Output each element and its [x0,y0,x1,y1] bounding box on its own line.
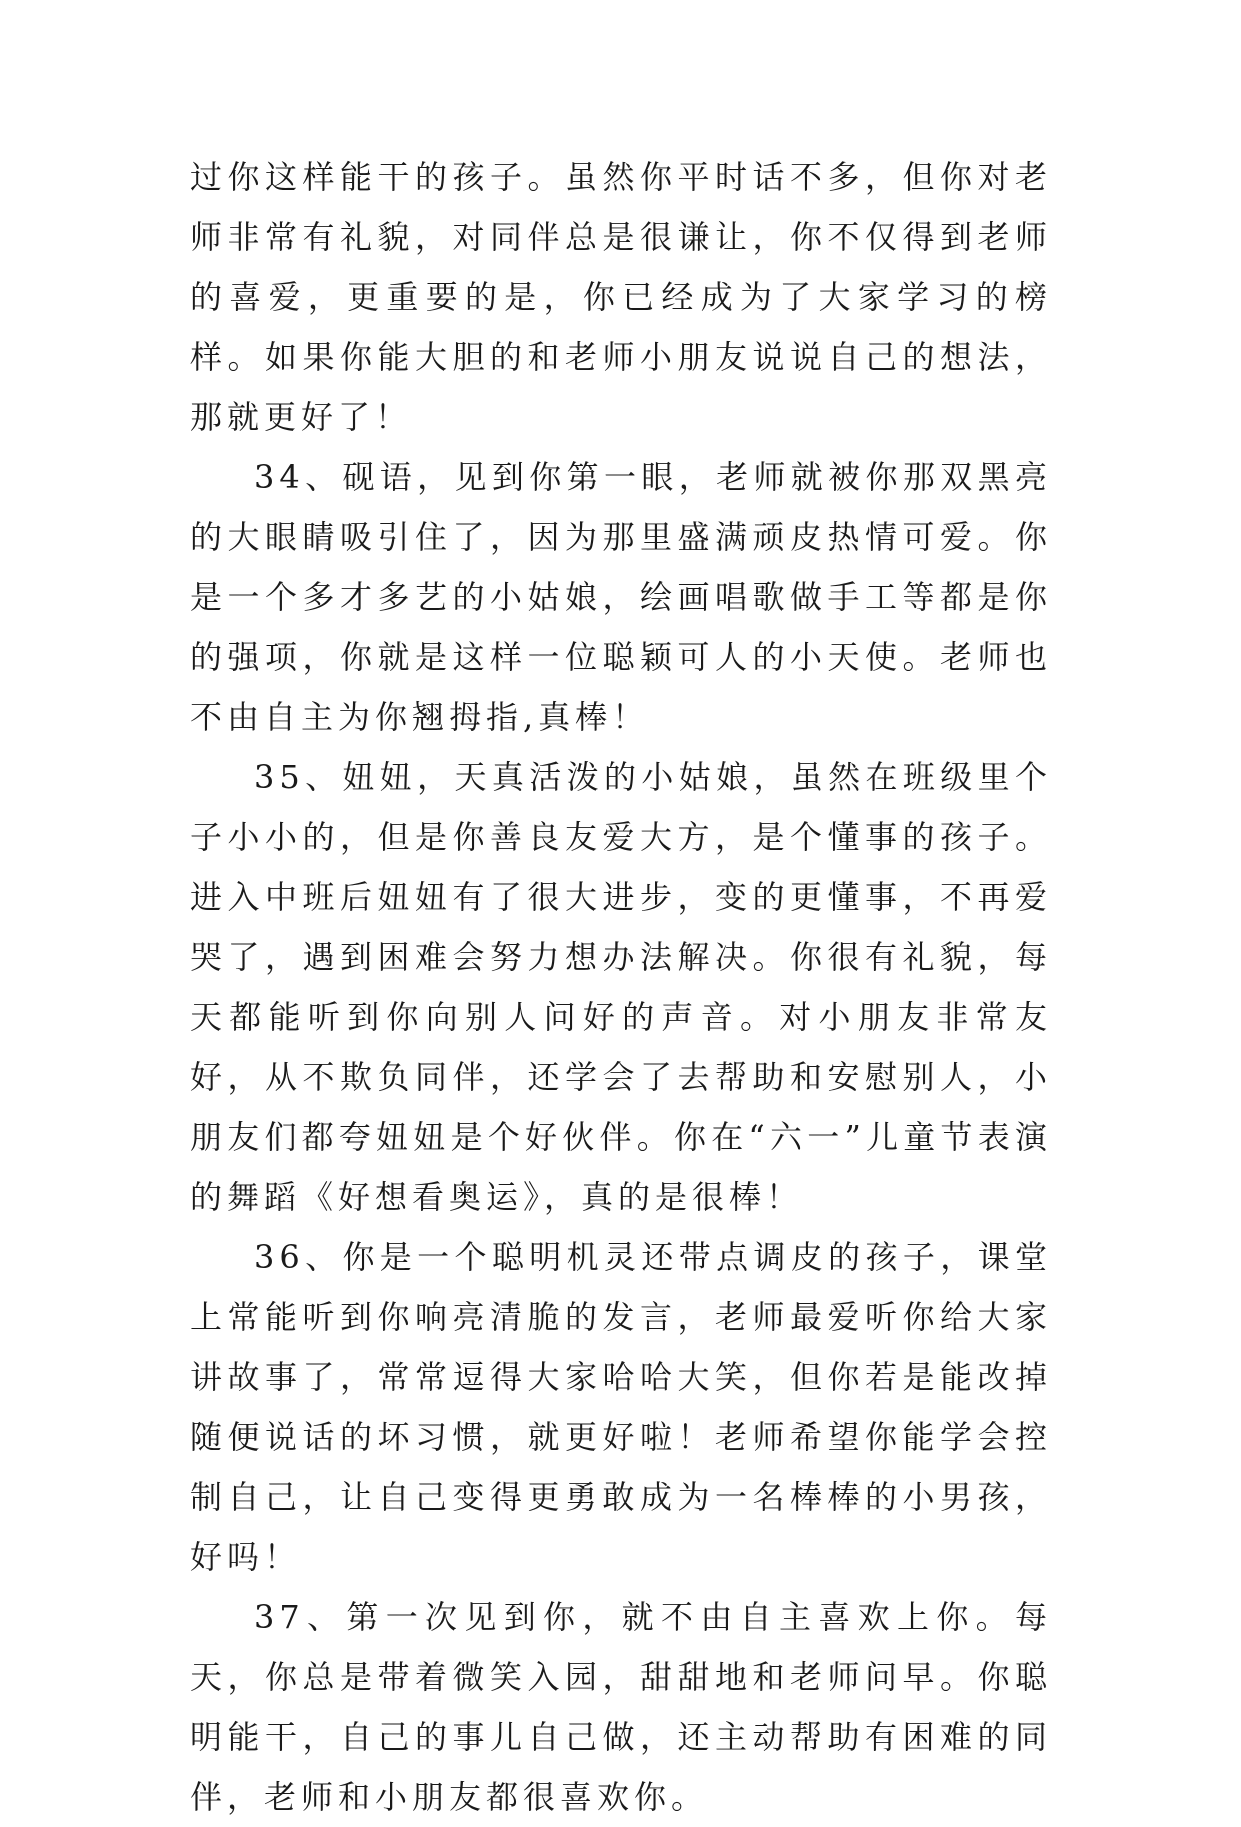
paragraph-comment-35: 35、妞妞，天真活泼的小姑娘，虽然在班级里个子小小的，但是你善良友爱大方，是个懂事的孩子。进入中班后妞妞有了很大进步，变的更懂事，不再爱哭了，遇到困难会努力想办法解决。你很有礼貌，每天都能听到你向别人问好的声音。对小朋友非常友好，从不欺负同伴，还学会了去帮助和安慰别人，小朋友们都夸妞妞是个好伙伴。你在“六一”儿童节表演的舞蹈《好想看奥运》，真的是很棒！ [190,758,1052,1216]
document-body [190,147,1052,1827]
paragraph-comment-36: 36、你是一个聪明机灵还带点调皮的孩子，课堂上常能听到你响亮清脆的发言，老师最爱听你给大家讲故事了，常常逗得大家哈哈大笑，但你若是能改掉随便说话的坏习惯，就更好啦！老师希望你能学会控制自己，让自己变得更勇敢成为一名棒棒的小男孩，好吗！ [190,1238,1052,1576]
paragraph-comment-37: 37、第一次见到你，就不由自主喜欢上你。每天，你总是带着微笑入园，甜甜地和老师问早。你聪明能干，自己的事儿自己做，还主动帮助有困难的同伴，老师和小朋友都很喜欢你。 [190,1598,1052,1816]
paragraph-comment-34: 34、砚语，见到你第一眼，老师就被你那双黑亮的大眼睛吸引住了，因为那里盛满顽皮热情可爱。你是一个多才多艺的小姑娘，绘画唱歌做手工等都是你的强项，你就是这样一位聪颖可人的小天使。老师也不由自主为你翘拇指,真棒！ [190,458,1052,736]
paragraph-continuation: 过你这样能干的孩子。虽然你平时话不多，但你对老师非常有礼貌，对同伴总是很谦让，你不仅得到老师的喜爱，更重要的是，你已经成为了大家学习的榜样。如果你能大胆的和老师小朋友说说自己的想法，那就更好了！ [190,158,1052,436]
